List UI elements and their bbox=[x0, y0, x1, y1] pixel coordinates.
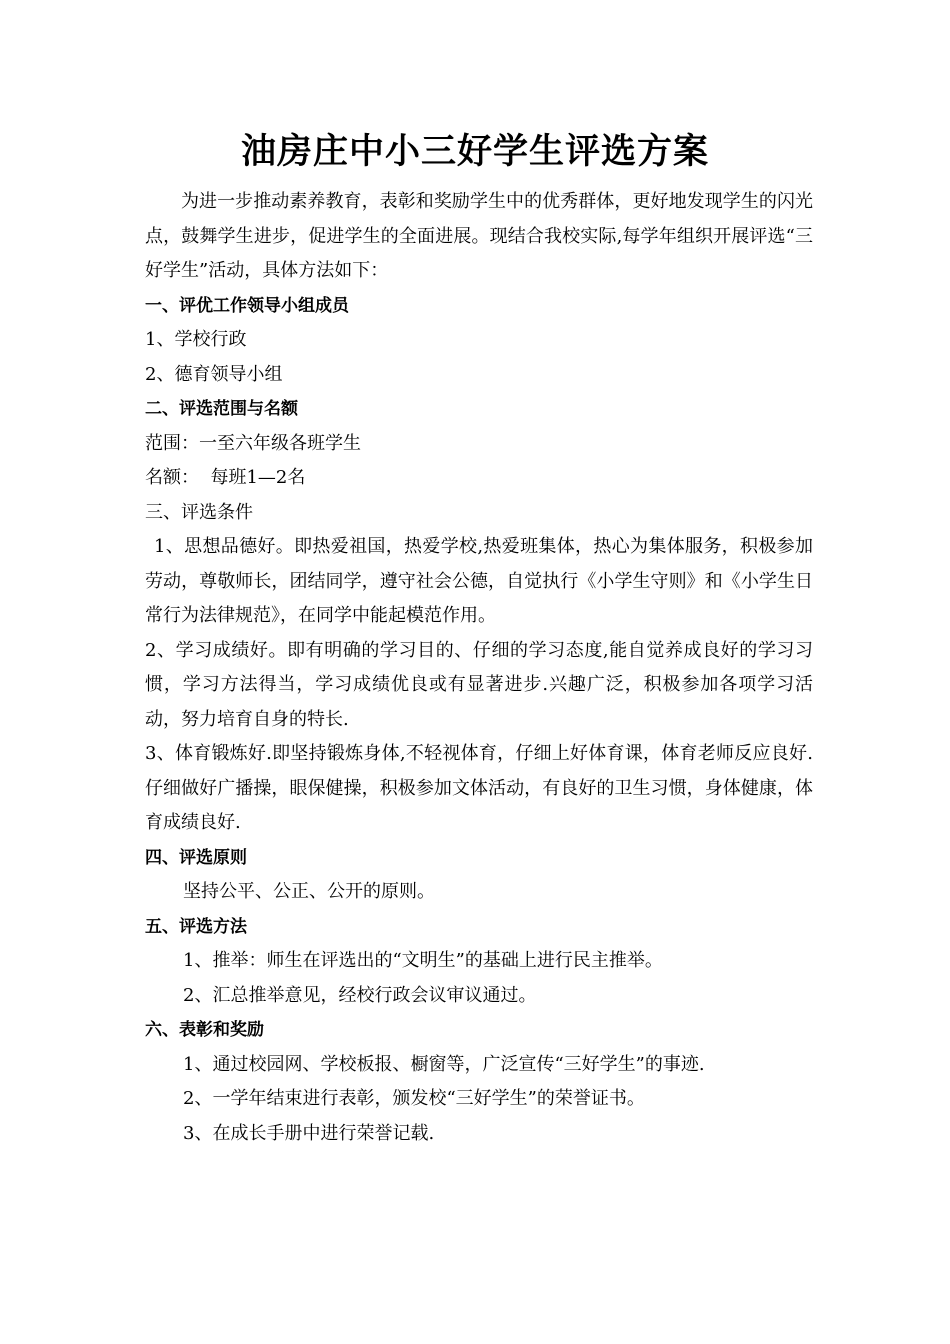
list-item: 1、推举：师生在评选出的“文明生”的基础上进行民主推举。 bbox=[183, 950, 663, 971]
section-heading-conditions: 三、评选条件 bbox=[145, 501, 253, 523]
list-item: 名额： 每班1—2名 bbox=[145, 467, 306, 488]
section-heading-leadership: 一、评优工作领导小组成员 bbox=[145, 295, 349, 316]
list-item: 坚持公平、公正、公开的原则。 bbox=[183, 881, 435, 902]
list-item: 3、在成长手册中进行荣誉记载. bbox=[183, 1122, 435, 1144]
list-item: 1、通过校园网、学校板报、橱窗等，广泛宣传“三好学生”的事迹. bbox=[183, 1053, 705, 1075]
list-item: 范围：一至六年级各班学生 bbox=[145, 432, 361, 454]
section-heading-awards: 六、表彰和奖励 bbox=[145, 1020, 264, 1040]
section-heading-principles: 四、评选原则 bbox=[145, 847, 247, 868]
list-item: 1、学校行政 bbox=[145, 329, 247, 350]
list-item: 2、德育领导小组 bbox=[145, 363, 283, 385]
list-item: 2、汇总推举意见，经校行政会议审议通过。 bbox=[183, 984, 537, 1006]
document-title: 油房庄中小三好学生评选方案 bbox=[240, 132, 709, 172]
intro-paragraph: 为进一步推动素养教育，表彰和奖励学生中的优秀群体，更好地发现学生的闪光点，鼓舞学生进步，促进学生的全面进展。现结合我校实际,每学年组织开展评选“三好学生”活动，具体方法如下： bbox=[145, 191, 813, 281]
section-heading-scope: 二、评选范围与名额 bbox=[145, 399, 298, 419]
section-heading-methods: 五、评选方法 bbox=[145, 916, 247, 937]
document-body bbox=[145, 185, 813, 1151]
condition-paragraph: 2、学习成绩好。即有明确的学习目的、仔细的学习态度,能自觉养成良好的学习习惯，学习方法得当，学习成绩优良或有显著进步.兴趣广泛，积极参加各项学习活动，努力培育自身的特长. bbox=[145, 639, 813, 730]
list-item: 2、一学年结束进行表彰，颁发校“三好学生”的荣誉证书。 bbox=[183, 1088, 645, 1109]
condition-paragraph: 1、思想品德好。即热爱祖国，热爱学校,热爱班集体，热心为集体服务，积极参加劳动，尊敬师长，团结同学，遵守社会公德，自觉执行《小学生守则》和《小学生日常行为法律规范》，在同学中能起模范作用。 bbox=[145, 536, 813, 626]
condition-paragraph: 3、体育锻炼好.即坚持锻炼身体,不轻视体育，仔细上好体育课，体育老师反应良好.仔细做好广播操，眼保健操，积极参加文体活动，有良好的卫生习惯，身体健康，体育成绩良好. bbox=[145, 743, 813, 833]
